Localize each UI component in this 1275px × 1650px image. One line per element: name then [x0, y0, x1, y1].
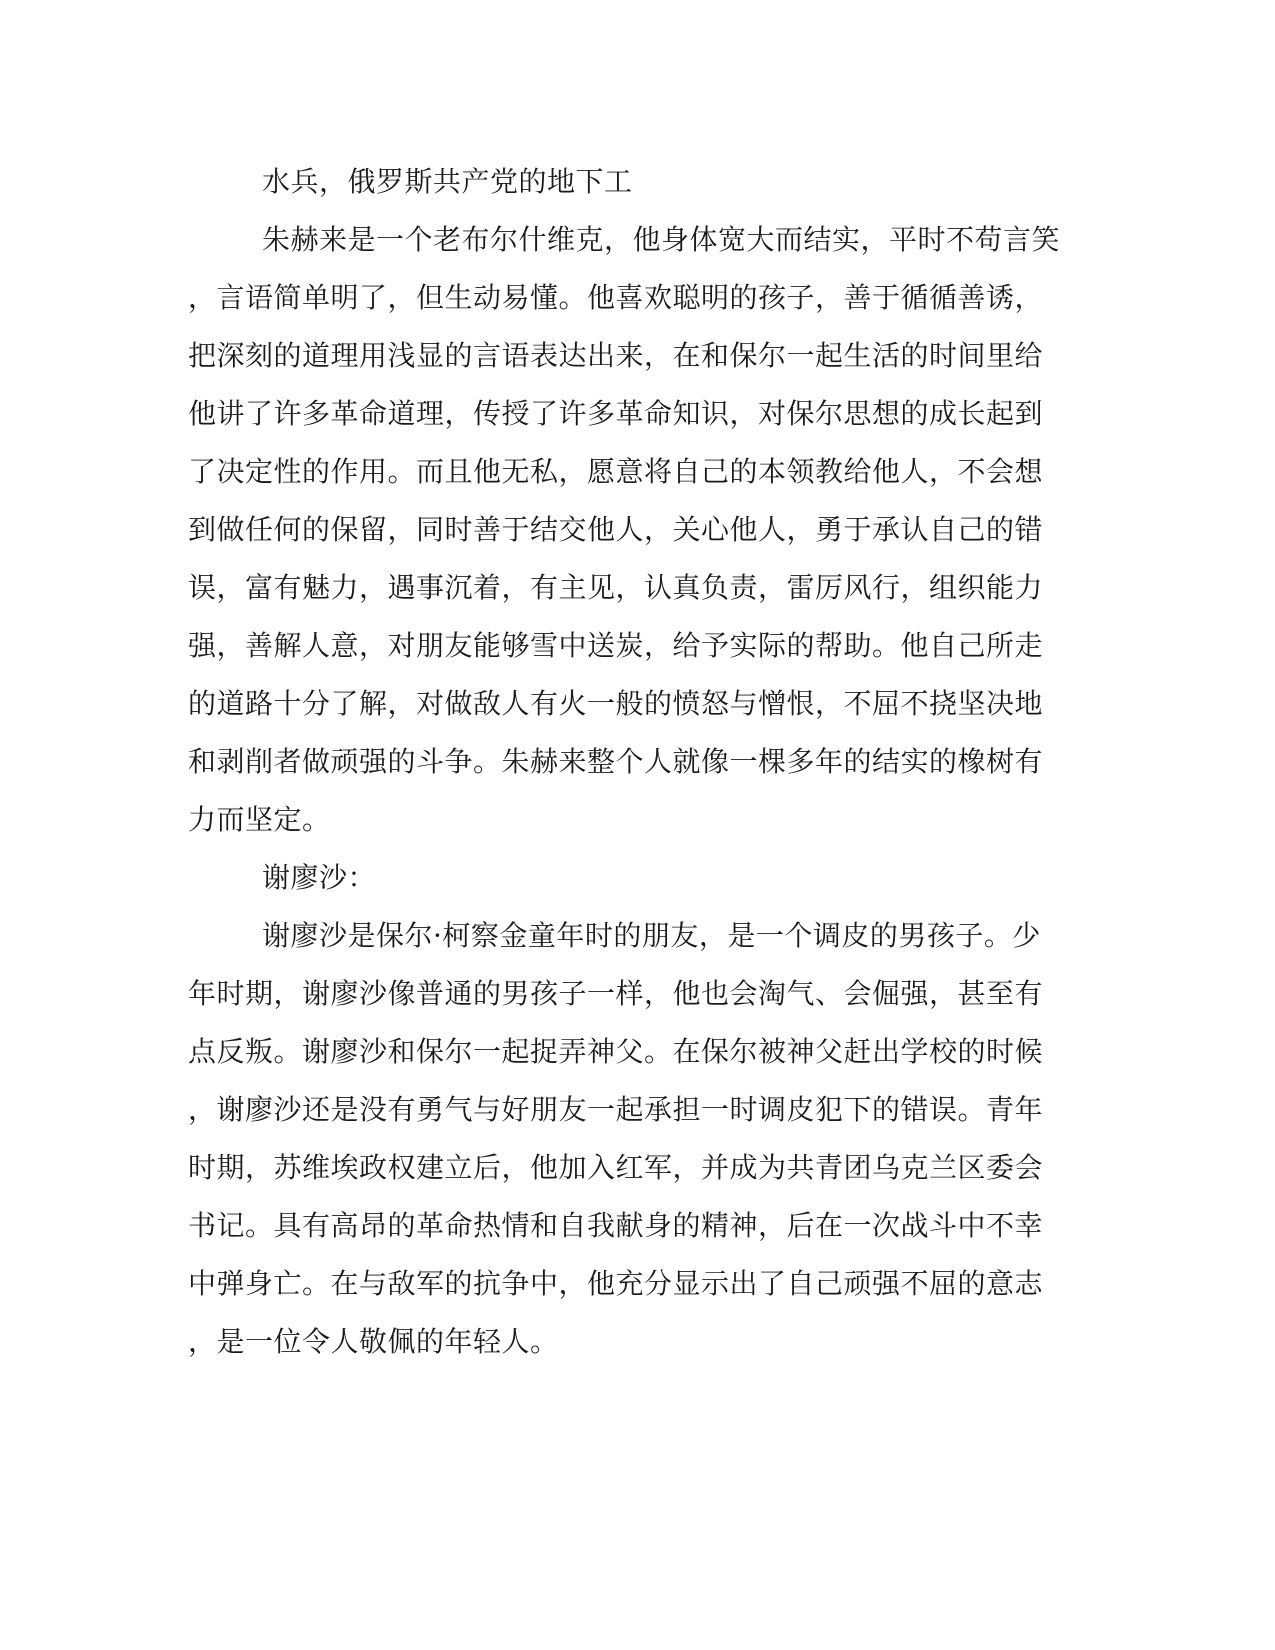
text-line: 误，富有魅力，遇事沉着，有主见，认真负责，雷厉风行，组织能力: [188, 571, 1044, 604]
text-line: ，言语简单明了，但生动易懂。他喜欢聪明的孩子，善于循循善诱，: [188, 281, 1044, 314]
text-line: 到做任何的保留，同时善于结交他人，关心他人，勇于承认自己的错: [188, 513, 1044, 546]
text-line: 和剥削者做顽强的斗争。朱赫来整个人就像一棵多年的结实的橡树有: [188, 745, 1044, 778]
text-line: 了决定性的作用。而且他无私，愿意将自己的本领教给他人，不会想: [188, 455, 1044, 488]
text-line: 时期，苏维埃政权建立后，他加入红军，并成为共青团乌克兰区委会: [188, 1151, 1044, 1184]
text-line: ，谢廖沙还是没有勇气与好朋友一起承担一时调皮犯下的错误。青年: [188, 1093, 1044, 1126]
text-line: 强，善解人意，对朋友能够雪中送炭，给予实际的帮助。他自己所走: [188, 629, 1044, 662]
text-line: 他讲了许多革命道理，传授了许多革命知识，对保尔思想的成长起到: [188, 397, 1044, 430]
text-line: 年时期，谢廖沙像普通的男孩子一样，他也会淘气、会倔强，甚至有: [188, 977, 1044, 1010]
text-line: 朱赫来是一个老布尔什维克，他身体宽大而结实，平时不苟言笑: [262, 223, 1061, 256]
text-line: 水兵，俄罗斯共产党的地下工: [262, 165, 633, 198]
text-line: ，是一位令人敬佩的年轻人。: [188, 1325, 559, 1358]
section-heading: 谢廖沙：: [262, 861, 377, 894]
text-line: 力而坚定。: [188, 803, 331, 836]
text-line: 点反叛。谢廖沙和保尔一起捉弄神父。在保尔被神父赶出学校的时候: [188, 1035, 1044, 1068]
text-line: 书记。具有高昂的革命热情和自我献身的精神，后在一次战斗中不幸: [188, 1209, 1044, 1242]
text-line: 谢廖沙是保尔·柯察金童年时的朋友，是一个调皮的男孩子。少: [262, 919, 1041, 952]
text-line: 中弹身亡。在与敌军的抗争中，他充分显示出了自己顽强不屈的意志: [188, 1267, 1044, 1300]
text-line: 的道路十分了解，对做敌人有火一般的愤怒与憎恨，不屈不挠坚决地: [188, 687, 1044, 720]
text-line: 把深刻的道理用浅显的言语表达出来，在和保尔一起生活的时间里给: [188, 339, 1044, 372]
